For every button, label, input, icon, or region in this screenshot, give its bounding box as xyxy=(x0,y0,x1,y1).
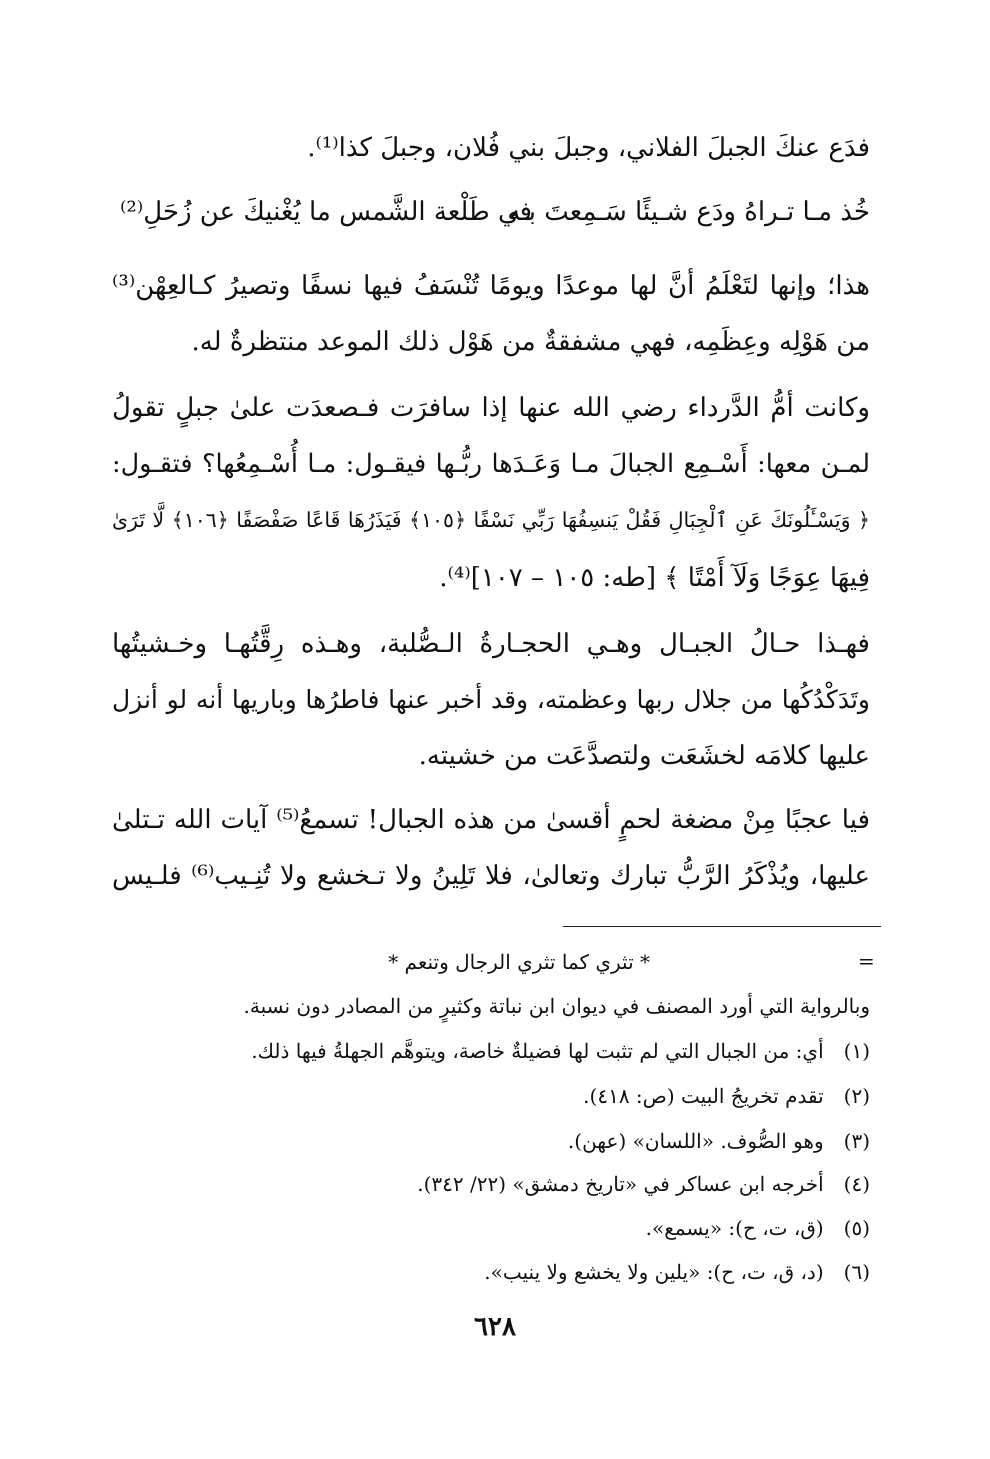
footnote-item xyxy=(568,1125,870,1157)
footnote-number: (٢) xyxy=(843,1084,870,1108)
body-line-12: فيا عجبًا مِنْ مضغة لحمٍ أقسىٰ من هذه الجبال! تسمعُ⁽⁵⁾ آيات الله تـتلىٰ xyxy=(112,805,870,835)
footnote-text: وهو الصُّوف. «اللسان» (عهن). xyxy=(567,1129,824,1153)
quran-verse-line-2: فِيهَا عِوَجًا وَلَآ أَمْتًا ﴾ [طه: ١٠٥ – ١٠٧]⁽⁴⁾. xyxy=(439,563,870,593)
footnote-item xyxy=(484,1256,870,1288)
footnote-text: تقدم تخريجُ البيت (ص: ٤١٨). xyxy=(583,1084,824,1108)
footnote-separator xyxy=(563,926,881,927)
verse-hemistich-right: خُذ مـا تـراهُ ودَع شـيئًا سَـمِعتَ بـه xyxy=(507,197,870,227)
footnote-text: (د، ق، ت، ح): «يلين ولا يخشع ولا ينيب». xyxy=(484,1260,824,1284)
footnote-number: (١) xyxy=(843,1039,870,1063)
footnote-number: (٤) xyxy=(843,1172,870,1196)
footnote-prose-continuation: وبالرواية التي أورد المصنف في ديوان ابن نباتة وكثيرٍ من المصادر دون نسبة. xyxy=(243,994,870,1018)
body-line-1: فدَع عنكَ الجبلَ الفلاني، وجبلَ بني فُلان، وجبلَ كذا⁽¹⁾. xyxy=(307,133,870,163)
body-line-9: فهـذا حـالُ الجبـال وهـي الحجـارةُ الـصُّلبة، وهـذه رِقَّتُهـا وخـشيتُها xyxy=(112,629,870,659)
footnote-item xyxy=(583,1080,870,1112)
footnote-continuation-marker: = xyxy=(858,949,875,973)
footnote-number: (٣) xyxy=(843,1129,870,1153)
footnote-verse-continuation: * تثري كما تثري الرجال وتنعم * xyxy=(388,950,650,974)
body-line-13: عليها، ويُذْكَرُ الرَّبُّ تبارك وتعالىٰ، فلا تَلِينُ ولا تـخشع ولا تُنِـيب⁽⁶⁾ فلـيس xyxy=(112,861,871,891)
footnote-item xyxy=(417,1168,870,1200)
footnote-text: أخرجه ابن عساكر في «تاريخ دمشق» (٢٢/ ٣٤٢). xyxy=(417,1172,824,1196)
footnote-text: (ق، ت، ح): «يسمع». xyxy=(645,1216,824,1240)
body-line-10: وتَدَكْدُكُها من جلال ربها وعظمته، وقد أخبر عنها فاطرُها وباريها أنه لو أنزل xyxy=(112,685,870,714)
body-line-4: من هَوْلِه وعِظَمِه، فهي مشفقةٌ من هَوْل ذلك الموعد منتظرةٌ له. xyxy=(191,327,870,357)
body-line-6: لمـن معها: أَسْـمِع الجبالَ مـا وَعَـدَها ربُّـها فيقـول: مـا أُسْـمِعُها؟ فتقـول: xyxy=(112,449,870,479)
quran-verse-line-1: ﴿ وَيَسْـَٔلُونَكَ عَنِ ٱلْجِبَالِ فَقُلْ يَنسِفُهَا رَبِّي نَسْفًا ﴿١٠٥﴾ فَيَذَرُهَا قَاعًا صَفْصَفًا ﴿١٠٦﴾ لَّا تَرَىٰ xyxy=(112,508,870,532)
body-line-11: عليها كلامَه لخشَعَت ولتصدَّعَت من خشيته. xyxy=(418,741,870,771)
footnote-item xyxy=(646,1212,870,1244)
footnote-number: (٦) xyxy=(843,1260,870,1284)
footnote-item xyxy=(251,1035,870,1067)
body-line-5: وكانت أمُّ الدَّرداء رضي الله عنها إذا سافرَت فـصعدَت علىٰ جبلٍ تقولُ xyxy=(112,393,870,423)
page-number: ٦٢٨ xyxy=(474,1312,516,1342)
footnote-text: أي: من الجبال التي لم تثبت لها فضيلةٌ خاصة، ويتوهَّم الجهلةُ فيها ذلك. xyxy=(251,1039,824,1063)
verse-hemistich-left: في طَلْعة الشَّمس ما يُغْنيكَ عن زُحَلِ⁽²⁾ xyxy=(120,197,533,227)
footnote-number: (٥) xyxy=(843,1216,870,1240)
body-line-3: هذا؛ وإنها لتَعْلَمُ أنَّ لها موعدًا ويومًا تُنْسَفُ فيها نسفًا وتصيرُ كـالعِهْن⁽³⁾ xyxy=(112,271,871,301)
